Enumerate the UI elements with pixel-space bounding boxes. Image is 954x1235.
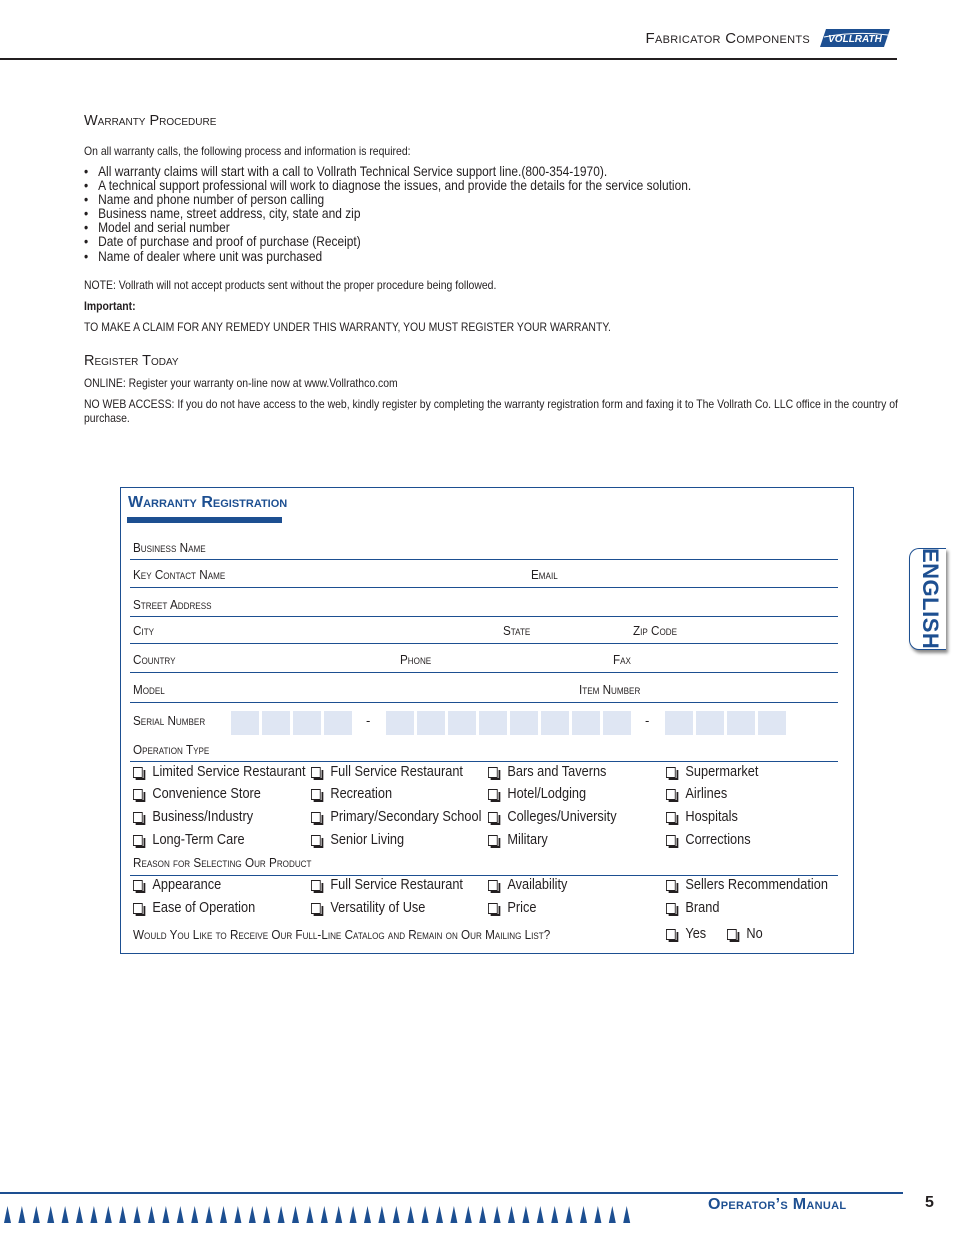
footer-tooth bbox=[422, 1206, 429, 1223]
option-military[interactable]: Military bbox=[488, 832, 548, 848]
language-tab-label: ENGLISH bbox=[918, 548, 943, 650]
operation-type-rule bbox=[130, 761, 838, 762]
checkbox-icon[interactable] bbox=[133, 880, 143, 891]
checkbox-icon[interactable] bbox=[133, 789, 143, 800]
footer-tooth bbox=[249, 1206, 256, 1223]
serial-digit-box[interactable] bbox=[696, 711, 724, 735]
footer-tooth bbox=[551, 1206, 558, 1223]
warranty-note: NOTE: Vollrath will not accept products sent without the proper procedure being followed. bbox=[84, 279, 497, 292]
serial-number-label: Serial Number bbox=[133, 713, 206, 728]
street-address-label: Street Address bbox=[133, 597, 212, 612]
footer-tooth bbox=[508, 1206, 515, 1223]
footer-tooth bbox=[148, 1206, 155, 1223]
checkbox-icon[interactable] bbox=[488, 812, 498, 823]
register-no-web: NO WEB ACCESS: If you do not have access to the web, kindly register by completing the warranty registration form and faxing it to The Vollrath Co. LLC office in the country of bbox=[84, 398, 898, 411]
serial-digit-box[interactable] bbox=[231, 711, 259, 735]
city-label: City bbox=[133, 623, 155, 638]
footer-tooth bbox=[206, 1206, 213, 1223]
footer-tooth bbox=[62, 1206, 69, 1223]
serial-digit-box[interactable] bbox=[417, 711, 445, 735]
footer-tooth bbox=[234, 1206, 241, 1223]
checkbox-icon[interactable] bbox=[488, 835, 498, 846]
footer-tooth bbox=[407, 1206, 414, 1223]
serial-separator: - bbox=[645, 713, 650, 728]
footer-teeth-decoration bbox=[4, 1206, 644, 1223]
footer-tooth bbox=[177, 1206, 184, 1223]
item-number-label: Item Number bbox=[579, 682, 641, 697]
option-primary-secondary-school[interactable]: Primary/Secondary School bbox=[311, 809, 481, 825]
serial-digit-box[interactable] bbox=[758, 711, 786, 735]
form-title: Warranty Registration bbox=[128, 494, 288, 511]
footer-manual-title: Operator’s Manual bbox=[708, 1196, 847, 1213]
footer-tooth bbox=[18, 1206, 25, 1223]
footer-tooth bbox=[33, 1206, 40, 1223]
register-no-web-cont: purchase. bbox=[84, 412, 130, 425]
street-address-field[interactable] bbox=[130, 616, 838, 617]
header-title: Fabricator Components bbox=[645, 30, 810, 47]
footer-tooth bbox=[450, 1206, 457, 1223]
reason-brand[interactable]: Brand bbox=[666, 900, 719, 916]
option-long-term-care[interactable]: Long-Term Care bbox=[133, 832, 245, 848]
state-label: State bbox=[503, 623, 531, 638]
header-rule bbox=[0, 58, 897, 60]
bullet-item: • All warranty claims will start with a call to Vollrath Technical Service support line.(800-354-1970). bbox=[84, 164, 608, 179]
country-phone-fax-field[interactable] bbox=[130, 672, 838, 673]
footer-tooth bbox=[278, 1206, 285, 1223]
contact-email-field[interactable] bbox=[130, 587, 838, 588]
option-airlines[interactable]: Airlines bbox=[666, 786, 727, 802]
footer-tooth bbox=[494, 1206, 501, 1223]
footer-tooth bbox=[364, 1206, 371, 1223]
register-today-heading: Register Today bbox=[84, 353, 179, 369]
option-recreation[interactable]: Recreation bbox=[311, 786, 392, 802]
checkbox-icon[interactable] bbox=[666, 880, 676, 891]
footer-tooth bbox=[594, 1206, 601, 1223]
catalog-yes-option[interactable]: Yes bbox=[666, 926, 706, 942]
serial-digit-box[interactable] bbox=[603, 711, 631, 735]
footer-tooth bbox=[609, 1206, 616, 1223]
option-colleges-university[interactable]: Colleges/University bbox=[488, 809, 617, 825]
reason-appearance[interactable]: Appearance bbox=[133, 877, 221, 893]
important-text: TO MAKE A CLAIM FOR ANY REMEDY UNDER THIS WARRANTY, YOU MUST REGISTER YOUR WARRANTY. bbox=[84, 321, 611, 334]
footer-tooth bbox=[90, 1206, 97, 1223]
email-label: Email bbox=[531, 567, 558, 582]
serial-digit-box[interactable] bbox=[448, 711, 476, 735]
option-hotel-lodging[interactable]: Hotel/Lodging bbox=[488, 786, 586, 802]
option-limited-service-restaurant[interactable]: Limited Service Restaurant bbox=[133, 764, 306, 780]
bullet-item: • Name of dealer where unit was purchased bbox=[84, 249, 323, 264]
register-online: ONLINE: Register your warranty on-line now at www.Vollrathco.com bbox=[84, 377, 398, 390]
serial-digit-box[interactable] bbox=[541, 711, 569, 735]
footer-tooth bbox=[436, 1206, 443, 1223]
option-corrections[interactable]: Corrections bbox=[666, 832, 751, 848]
footer-tooth bbox=[105, 1206, 112, 1223]
checkbox-icon[interactable] bbox=[311, 835, 321, 846]
footer-tooth bbox=[76, 1206, 83, 1223]
option-supermarket[interactable]: Supermarket bbox=[666, 764, 758, 780]
option-full-service-restaurant[interactable]: Full Service Restaurant bbox=[311, 764, 463, 780]
footer-tooth bbox=[47, 1206, 54, 1223]
option-business-industry[interactable]: Business/Industry bbox=[133, 809, 253, 825]
checkbox-icon[interactable] bbox=[133, 767, 143, 778]
checkbox-icon[interactable] bbox=[666, 835, 676, 846]
footer-tooth bbox=[134, 1206, 141, 1223]
option-hospitals[interactable]: Hospitals bbox=[666, 809, 738, 825]
model-item-field[interactable] bbox=[130, 702, 838, 703]
checkbox-icon[interactable] bbox=[488, 880, 498, 891]
catalog-question: Would You Like to Receive Our Full-Line Catalog and Remain on Our Mailing List? bbox=[133, 927, 551, 942]
footer-tooth bbox=[292, 1206, 299, 1223]
checkbox-icon[interactable] bbox=[666, 812, 676, 823]
catalog-no-option[interactable]: No bbox=[727, 926, 763, 942]
key-contact-label: Key Contact Name bbox=[133, 567, 226, 582]
serial-digit-box[interactable] bbox=[510, 711, 538, 735]
checkbox-icon[interactable] bbox=[133, 835, 143, 846]
reason-label: Reason for Selecting Our Product bbox=[133, 855, 312, 870]
page-number: 5 bbox=[925, 1194, 934, 1211]
fax-label: Fax bbox=[613, 652, 631, 667]
footer-tooth bbox=[393, 1206, 400, 1223]
warranty-intro: On all warranty calls, the following process and information is required: bbox=[84, 145, 411, 158]
serial-digit-box[interactable] bbox=[727, 711, 755, 735]
serial-digit-box[interactable] bbox=[324, 711, 352, 735]
footer-tooth bbox=[306, 1206, 313, 1223]
footer-tooth bbox=[580, 1206, 587, 1223]
reason-rule bbox=[130, 875, 838, 876]
footer-tooth bbox=[378, 1206, 385, 1223]
reason-price[interactable]: Price bbox=[488, 900, 536, 916]
serial-separator: - bbox=[366, 713, 371, 728]
checkbox-icon[interactable] bbox=[133, 903, 143, 914]
serial-digit-box[interactable] bbox=[479, 711, 507, 735]
bullet-item: • A technical support professional will work to diagnose the issues, and provide the details for the service solution. bbox=[84, 178, 692, 193]
checkbox-icon[interactable] bbox=[311, 880, 321, 891]
checkbox-icon[interactable] bbox=[666, 789, 676, 800]
option-convenience-store[interactable]: Convenience Store bbox=[133, 786, 261, 802]
checkbox-icon[interactable] bbox=[666, 767, 676, 778]
footer-rule bbox=[0, 1192, 903, 1194]
checkbox-icon[interactable] bbox=[727, 929, 737, 940]
serial-digit-box[interactable] bbox=[572, 711, 600, 735]
checkbox-icon[interactable] bbox=[488, 789, 498, 800]
country-label: Country bbox=[133, 652, 176, 667]
reason-availability[interactable]: Availability bbox=[488, 877, 567, 893]
model-label: Model bbox=[133, 682, 165, 697]
footer-tooth bbox=[522, 1206, 529, 1223]
option-bars-and-taverns[interactable]: Bars and Taverns bbox=[488, 764, 606, 780]
footer-tooth bbox=[321, 1206, 328, 1223]
checkbox-icon[interactable] bbox=[488, 767, 498, 778]
option-senior-living[interactable]: Senior Living bbox=[311, 832, 404, 848]
checkbox-icon[interactable] bbox=[666, 903, 676, 914]
zip-code-label: Zip Code bbox=[633, 623, 678, 638]
bullet-item: • Date of purchase and proof of purchase (Receipt) bbox=[84, 234, 361, 249]
footer-tooth bbox=[263, 1206, 270, 1223]
reason-full-service-restaurant[interactable]: Full Service Restaurant bbox=[311, 877, 463, 893]
footer-tooth bbox=[623, 1206, 630, 1223]
footer-tooth bbox=[335, 1206, 342, 1223]
serial-digit-box[interactable] bbox=[386, 711, 414, 735]
vollrath-logo bbox=[820, 27, 892, 49]
business-name-label: Business Name bbox=[133, 540, 206, 555]
checkbox-icon[interactable] bbox=[133, 812, 143, 823]
form-title-underline bbox=[127, 517, 282, 523]
footer-tooth bbox=[220, 1206, 227, 1223]
checkbox-icon[interactable] bbox=[488, 903, 498, 914]
footer-tooth bbox=[191, 1206, 198, 1223]
city-state-zip-field[interactable] bbox=[130, 643, 838, 644]
footer-tooth bbox=[465, 1206, 472, 1223]
serial-digit-box[interactable] bbox=[665, 711, 693, 735]
footer-tooth bbox=[119, 1206, 126, 1223]
serial-digit-box[interactable] bbox=[293, 711, 321, 735]
checkbox-icon[interactable] bbox=[311, 767, 321, 778]
important-label: Important: bbox=[84, 300, 136, 313]
serial-digit-box[interactable] bbox=[262, 711, 290, 735]
reason-sellers-recommendation[interactable]: Sellers Recommendation bbox=[666, 877, 828, 893]
svg-text:VOLLRATH: VOLLRATH bbox=[828, 34, 882, 45]
bullet-item: • Name and phone number of person calling bbox=[84, 192, 325, 207]
footer-tooth bbox=[479, 1206, 486, 1223]
footer-tooth bbox=[537, 1206, 544, 1223]
reason-ease-of-operation[interactable]: Ease of Operation bbox=[133, 900, 255, 916]
footer-tooth bbox=[4, 1206, 11, 1223]
operation-type-label: Operation Type bbox=[133, 742, 210, 757]
checkbox-icon[interactable] bbox=[311, 812, 321, 823]
phone-label: Phone bbox=[400, 652, 432, 667]
footer-tooth bbox=[162, 1206, 169, 1223]
footer-tooth bbox=[350, 1206, 357, 1223]
checkbox-icon[interactable] bbox=[666, 929, 676, 940]
business-name-field[interactable] bbox=[130, 559, 838, 560]
bullet-item: • Business name, street address, city, state and zip bbox=[84, 206, 361, 221]
warranty-procedure-heading: Warranty Procedure bbox=[84, 113, 217, 129]
checkbox-icon[interactable] bbox=[311, 903, 321, 914]
bullet-item: • Model and serial number bbox=[84, 220, 230, 235]
reason-versatility-of-use[interactable]: Versatility of Use bbox=[311, 900, 425, 916]
checkbox-icon[interactable] bbox=[311, 789, 321, 800]
footer-tooth bbox=[566, 1206, 573, 1223]
